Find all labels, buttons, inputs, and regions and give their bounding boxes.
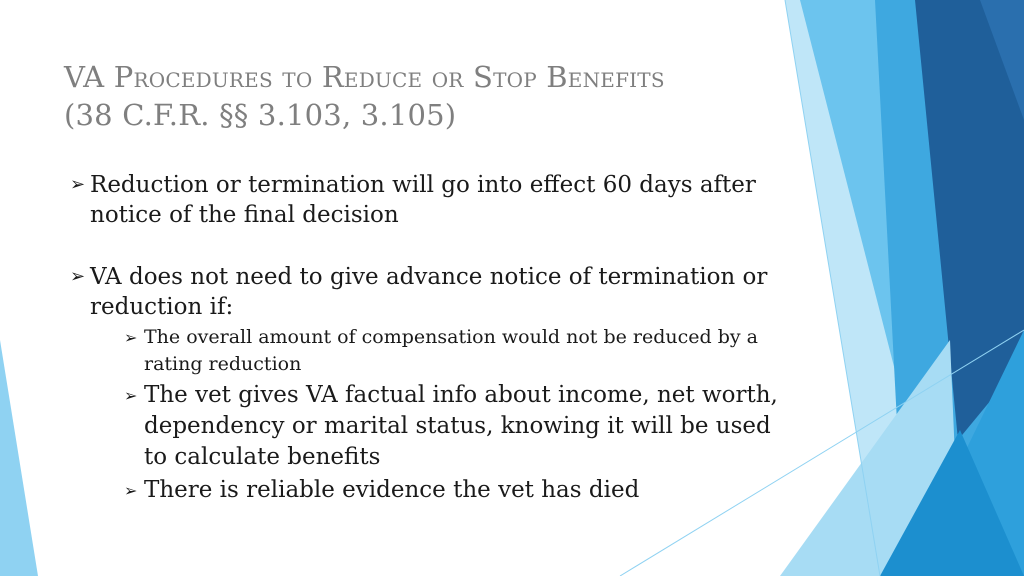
title-line-2: (38 C.F.R. §§ 3.103, 3.105) [64, 98, 457, 132]
subbullet-compensation [124, 324, 790, 378]
slide-body [70, 170, 790, 538]
subbullet-factual-info [124, 380, 790, 473]
left-edge-shape [0, 340, 38, 576]
bullet-text: VA does not need to give advance notice of termination or reduction if: [90, 264, 768, 320]
arrow-bullet-icon: ➢ [124, 386, 138, 405]
subbullet-death-evidence [124, 475, 790, 506]
arrow-bullet-icon: ➢ [70, 266, 86, 287]
subbullet-text: The vet gives VA factual info about income, net worth, dependency or marital status, knowing it will be used to calculate benefits [144, 382, 778, 470]
arrow-bullet-icon: ➢ [70, 174, 86, 195]
slide-title [64, 58, 784, 134]
arrow-bullet-icon: ➢ [124, 481, 138, 500]
bullet-effective-date [70, 170, 790, 230]
bullet-advance-notice [70, 262, 790, 506]
subbullet-text: The overall amount of compensation would not be reduced by a rating reduction [144, 326, 758, 375]
bullet-text: Reduction or termination will go into effect 60 days after notice of the final decision [90, 172, 756, 228]
subbullet-text: There is reliable evidence the vet has died [144, 477, 640, 503]
title-line-1: VA Procedures to Reduce or Stop Benefits [64, 60, 665, 94]
arrow-bullet-icon: ➢ [124, 328, 138, 347]
